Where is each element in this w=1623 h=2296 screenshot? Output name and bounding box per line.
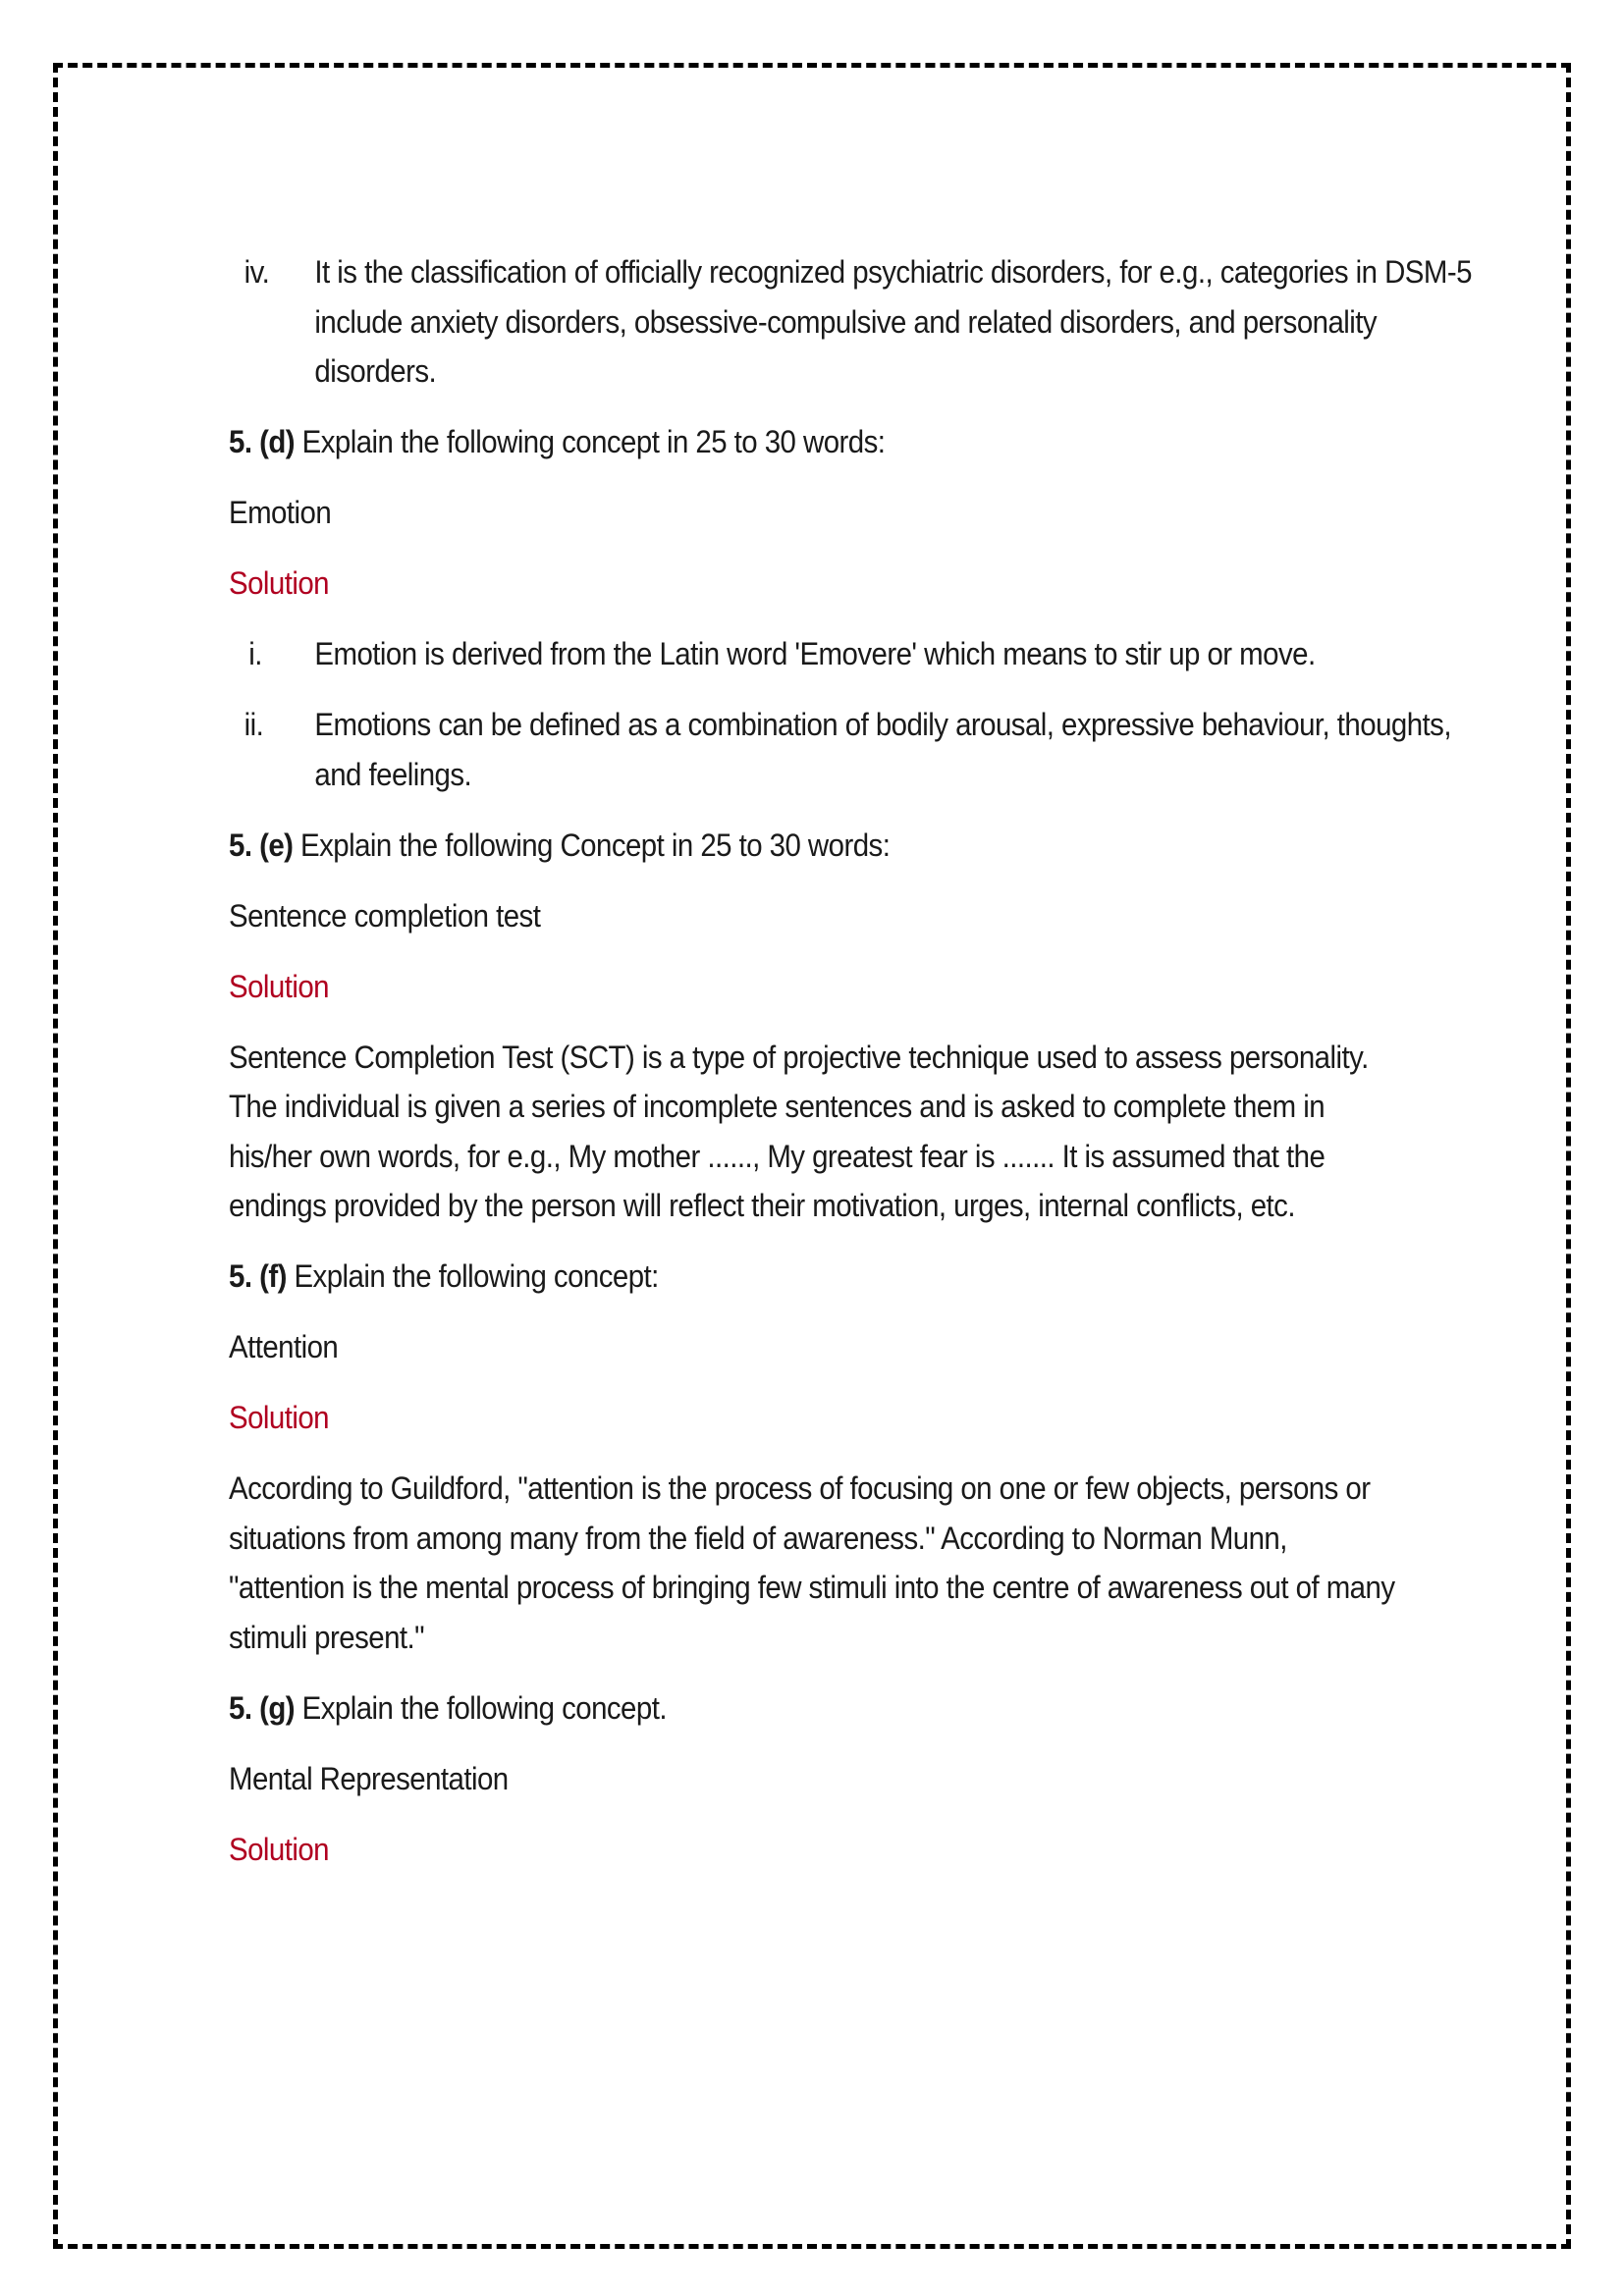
question-prompt: Explain the following concept. — [295, 1689, 667, 1726]
question-prompt: Explain the following concept in 25 to 30 words: — [295, 424, 886, 459]
question-number: 5. (d) — [229, 424, 296, 459]
question-term: Mental Representation — [229, 1760, 509, 1796]
question-5f — [229, 1252, 1403, 1302]
solution-text: According to Guildford, "attention is the process of focusing on one or few objects, persons or situations from among many from the field of awareness." According to Norman Munn, "attention is the mental process of bringing few stimuli into the centre of awareness out of many stimuli present." — [229, 1470, 1395, 1655]
solution-heading: Solution — [229, 1831, 329, 1867]
list-text: It is the classification of officially recognized psychiatric disorders, for e.g., categories in DSM-5 include anxiety disorders, obsessive-compulsive and related disorders, and personality disorders. — [314, 254, 1472, 389]
question-number: 5. (g) — [229, 1689, 296, 1726]
list-item-iv — [229, 247, 1488, 397]
list-number: i. — [248, 636, 262, 671]
solution-text: Sentence Completion Test (SCT) is a type of projective technique used to assess personality. The individual is given a series of incomplete sentences and is asked to complete them in his/her own words, for e.g., My mother ......, My greatest fear is ....... It is assumed that the endings provided by the person will reflect their motivation, urges, internal conflicts, etc. — [229, 1039, 1369, 1223]
question-number: 5. (e) — [229, 827, 294, 863]
list-number: iv. — [243, 254, 270, 290]
question-term: Sentence completion test — [229, 897, 541, 934]
list-text: Emotion is derived from the Latin word 'Emovere' which means to stir up or move. — [314, 636, 1316, 671]
list-text: Emotions can be defined as a combination of bodily arousal, expressive behaviour, thoughts, and feelings. — [314, 707, 1451, 792]
list-item-ii — [229, 700, 1488, 799]
question-term: Emotion — [229, 495, 332, 530]
solution-heading: Solution — [229, 968, 329, 1004]
solution-heading: Solution — [229, 1400, 329, 1435]
question-number: 5. (f) — [229, 1258, 287, 1294]
question-5g — [229, 1683, 1403, 1734]
solution-heading: Solution — [229, 565, 329, 601]
question-prompt: Explain the following Concept in 25 to 30 words: — [293, 827, 891, 863]
question-term: Attention — [229, 1329, 339, 1364]
question-5e — [229, 821, 1403, 871]
question-prompt: Explain the following concept: — [286, 1258, 659, 1294]
question-5d — [229, 417, 1403, 467]
document-content — [229, 247, 1472, 1896]
list-number: ii. — [243, 707, 264, 742]
list-item-i — [229, 629, 1488, 679]
